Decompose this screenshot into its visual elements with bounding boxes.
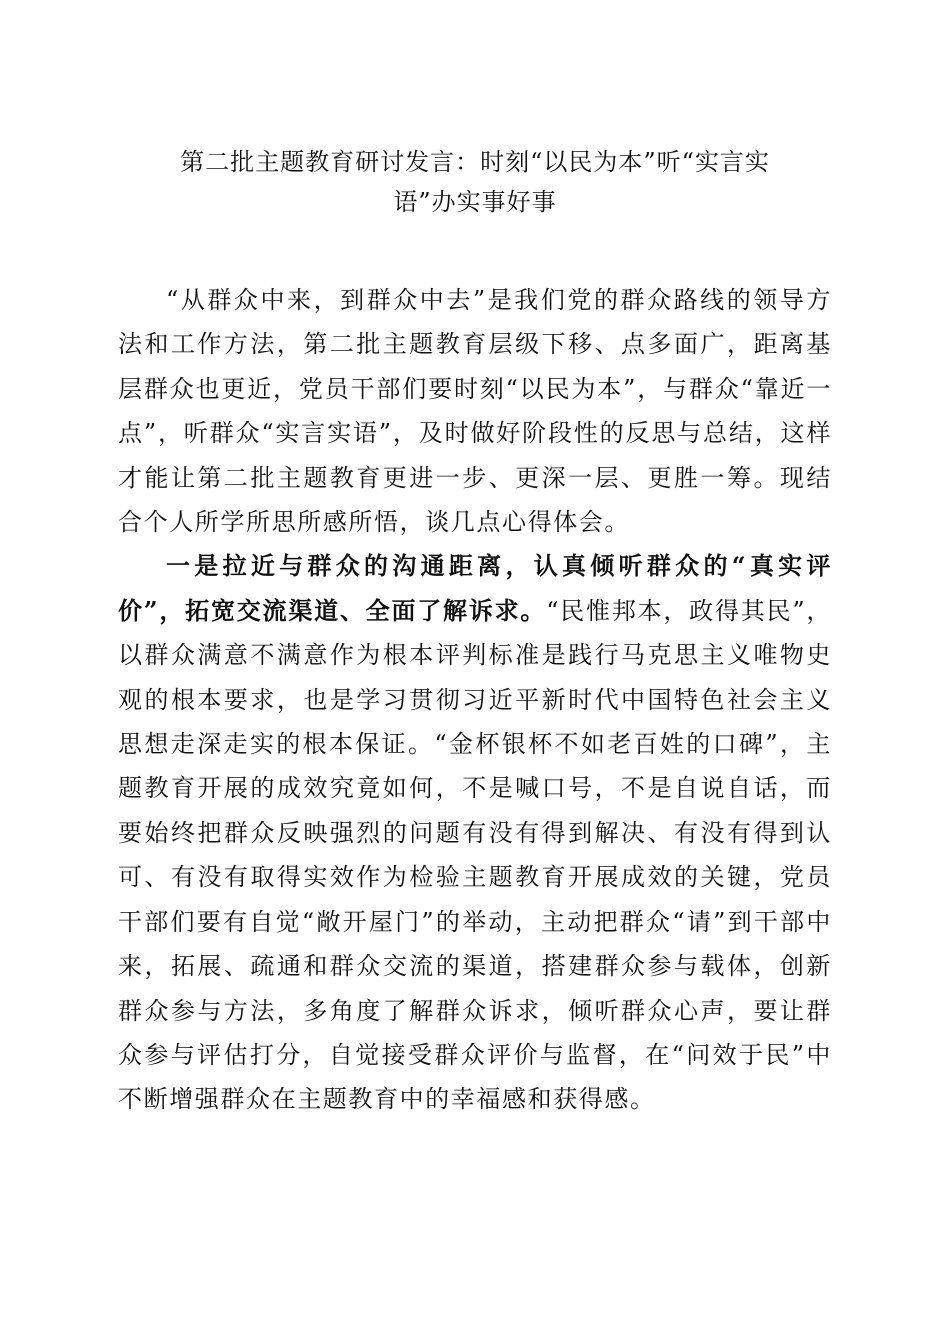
paragraph-point-one — [118, 544, 832, 1121]
document-title — [118, 142, 832, 222]
document-body — [118, 278, 832, 1122]
title-line-2: 语”办实事好事 — [393, 188, 557, 216]
title-line-1: 第二批主题教育研讨发言：时刻“以民为本”听“实言实 — [180, 148, 770, 176]
point-one-heading: 一是拉近与群众的沟通距离，认真倾听群众的“真实评价”，拓宽交流渠道、全面了解诉求。 — [118, 551, 832, 625]
point-one-text: “民惟邦本，政得其民”，以群众满意不满意作为根本评判标准是践行马克思主义唯物史观的根本要求，也是学习贯彻习近平新时代中国特色社会主义思想走深走实的根本保证。“金杯银杯不如老百姓的口碑”，主题教育开展的成效究竟如何，不是喊口号，不是自说自话，而要始终把群众反映强烈的问题有没有得到解决、有没有得到认可、有没有取得实效作为检验主题教育开展成效的关键，党员干部们要有自觉“敞开屋门”的举动，主动把群众“请”到干部中来，拓展、疏通和群众交流的渠道，搭建群众参与载体，创新群众参与方法，多角度了解群众诉求，倾听群众心声，要让群众参与评估打分，自觉接受群众评价与监督，在“问效于民”中不断增强群众在主题教育中的幸福感和获得感。 — [118, 596, 832, 1114]
paragraph-intro: “从群众中来，到群众中去”是我们党的群众路线的领导方法和工作方法，第二批主题教育层级下移、点多面广，距离基层群众也更近，党员干部们要时刻“以民为本”，与群众“靠近一点”，听群众“实言实语”，及时做好阶段性的反思与总结，这样才能让第二批主题教育更进一步、更深一层、更胜一筹。现结合个人所学所思所感所悟，谈几点心得体会。 — [118, 286, 832, 537]
